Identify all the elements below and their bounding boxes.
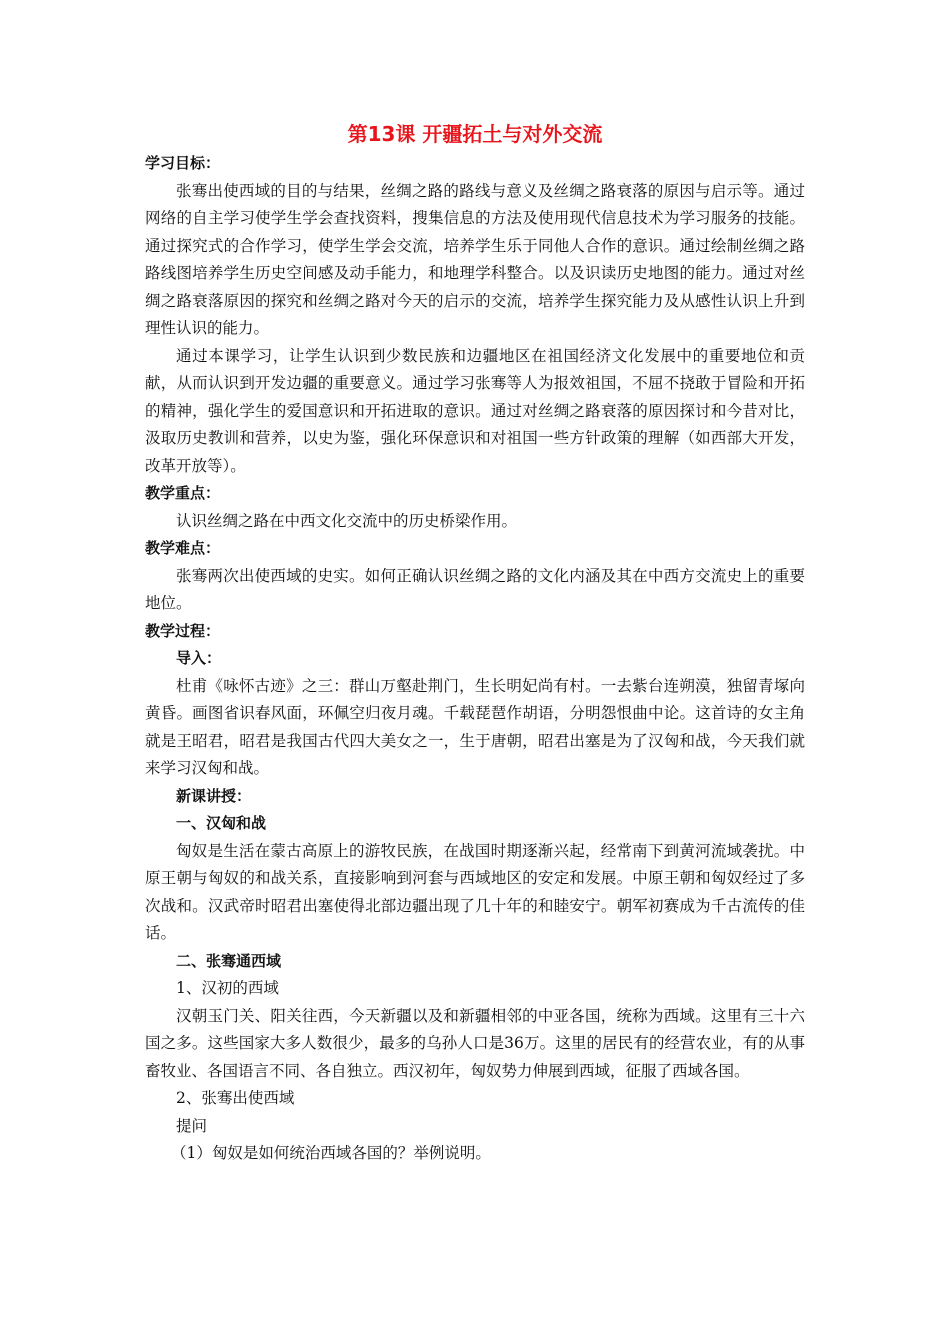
section-2-2-heading: 2、张骞出使西域 bbox=[176, 1089, 295, 1107]
section-2-1-text: 汉朝玉门关、阳关往西，今天新疆以及和新疆相邻的中亚各国，统称为西域。这里有三十六国之多。这些国家大多人数很少，最多的乌孙人口是36万。这里的居民有的经营农业，有的从事畜牧业、各国语言不同、各自独立。西汉初年，匈奴势力伸展到西域，征服了西域各国。 bbox=[145, 1006, 805, 1080]
new-lesson-heading: 新课讲授： bbox=[176, 786, 252, 805]
key-point-heading: 教学重点： bbox=[145, 484, 221, 502]
goals-paragraph-2: 通过本课学习，让学生认识到少数民族和边疆地区在祖国经济文化发展中的重要地位和贡献，从而认识到开发边疆的重要意义。通过学习张骞等人为报效祖国，不屈不挠敢于冒险和开拓的精神，强化学生的爱国意识和开拓进取的意识。通过对丝绸之路衰落的原因探讨和今昔对比，汲取历史教训和营养，以史为鉴，强化环保意识和对祖国一些方针政策的理解（如西部大开发，改革开放等）。 bbox=[145, 346, 805, 475]
process-heading: 教学过程： bbox=[145, 621, 221, 640]
difficulty-heading: 教学难点： bbox=[145, 539, 221, 557]
key-point-text: 认识丝绸之路在中西文化交流中的历史桥梁作用。 bbox=[176, 511, 518, 530]
ask-label: 提问 bbox=[176, 1116, 208, 1135]
page-title: 第13课 开疆拓土与对外交流 bbox=[347, 122, 603, 146]
goals-heading: 学习目标： bbox=[145, 154, 221, 172]
section-2-1-heading: 1、汉初的西域 bbox=[176, 979, 279, 997]
difficulty-text: 张骞两次出使西域的史实。如何正确认识丝绸之路的文化内涵及其在中西方交流史上的重要地位。 bbox=[145, 566, 805, 612]
section-1-text: 匈奴是生活在蒙古高原上的游牧民族，在战国时期逐渐兴起，经常南下到黄河流域袭扰。中原王朝与匈奴的和战关系，直接影响到河套与西域地区的安定和发展。中原王朝和匈奴经过了多次战和。汉武帝时昭君出塞使得北部边疆出现了几十年的和睦安宁。朝军初赛成为千古流传的佳话。 bbox=[145, 841, 805, 942]
goals-paragraph-1: 张骞出使西域的目的与结果，丝绸之路的路线与意义及丝绸之路衰落的原因与启示等。通过网络的自主学习使学生学会查找资料，搜集信息的方法及使用现代信息技术为学习服务的技能。通过探究式的合作学习，使学生学会交流，培养学生乐于同他人合作的意识。通过绘制丝绸之路路线图培养学生历史空间感及动手能力，和地理学科整合。以及识读历史地图的能力。通过对丝绸之路衰落原因的探究和丝绸之路对今天的启示的交流，培养学生探究能力及从感性认识上升到理性认识的能力。 bbox=[145, 181, 805, 337]
intro-text: 杜甫《咏怀古迹》之三：群山万壑赴荆门，生长明妃尚有村。一去紫台连朔漠，独留青塚向黄昏。画图省识春风面，环佩空归夜月魂。千载琵琶作胡语，分明怨恨曲中论。这首诗的女主角就是王昭君，昭君是我国古代四大美女之一，生于唐朝，昭君出塞是为了汉匈和战，今天我们就来学习汉匈和战。 bbox=[145, 676, 805, 777]
document-page bbox=[145, 120, 805, 1168]
section-1-heading: 一、汉匈和战 bbox=[176, 814, 267, 832]
question-1: （1）匈奴是如何统治西域各国的？举例说明。 bbox=[171, 1144, 491, 1162]
section-2-heading: 二、张骞通西域 bbox=[176, 951, 282, 970]
intro-heading: 导入： bbox=[176, 649, 222, 667]
